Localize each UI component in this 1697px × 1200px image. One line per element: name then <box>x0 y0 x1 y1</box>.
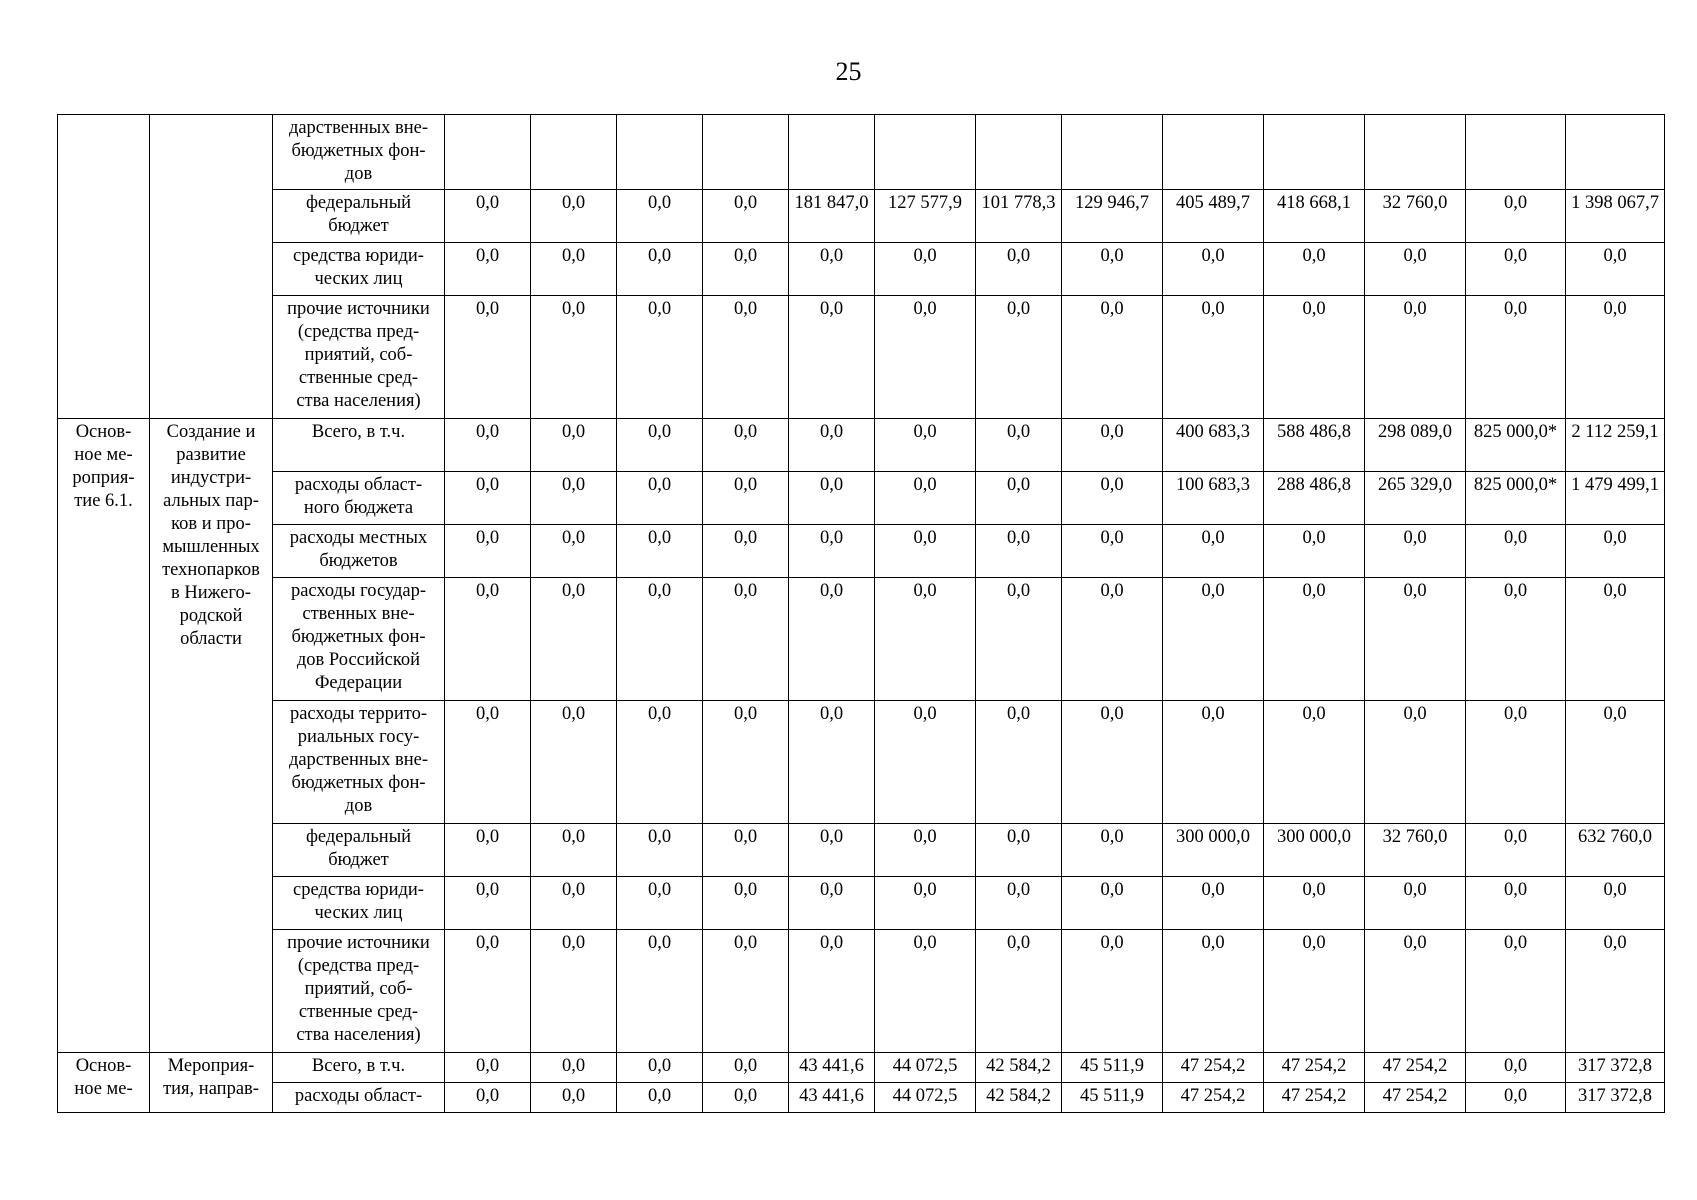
value-cell: 0,0 <box>531 296 617 419</box>
value-cell: 0,0 <box>1062 930 1163 1053</box>
value-cell: 0,0 <box>789 701 875 824</box>
value-cell: 0,0 <box>1466 243 1566 296</box>
value-cell: 0,0 <box>1566 525 1665 578</box>
table-row <box>58 1053 1665 1083</box>
source-cell: дарственных вне- бюджетных фон- дов <box>273 115 445 190</box>
value-cell: 0,0 <box>445 1053 531 1083</box>
value-cell: 0,0 <box>1466 824 1566 877</box>
value-cell <box>1566 115 1665 190</box>
value-cell: 0,0 <box>617 472 703 525</box>
value-cell: 0,0 <box>1163 701 1264 824</box>
value-cell: 0,0 <box>1062 877 1163 930</box>
value-cell: 0,0 <box>531 1053 617 1083</box>
value-cell: 0,0 <box>1062 472 1163 525</box>
value-cell: 0,0 <box>1365 296 1466 419</box>
table-row <box>58 701 1665 824</box>
value-cell: 1 398 067,7 <box>1566 190 1665 243</box>
value-cell: 0,0 <box>617 930 703 1053</box>
value-cell: 405 489,7 <box>1163 190 1264 243</box>
value-cell: 101 778,3 <box>976 190 1062 243</box>
value-cell: 317 372,8 <box>1566 1083 1665 1113</box>
value-cell: 0,0 <box>1264 701 1365 824</box>
value-cell: 181 847,0 <box>789 190 875 243</box>
value-cell: 0,0 <box>1466 930 1566 1053</box>
value-cell: 0,0 <box>789 930 875 1053</box>
value-cell: 0,0 <box>445 525 531 578</box>
value-cell: 0,0 <box>976 578 1062 701</box>
title-cell: Мероприя- тия, направ- <box>150 1053 273 1113</box>
value-cell: 0,0 <box>617 1083 703 1113</box>
table-row <box>58 1083 1665 1113</box>
source-cell: расходы област- <box>273 1083 445 1113</box>
value-cell: 0,0 <box>1062 578 1163 701</box>
value-cell: 0,0 <box>1163 243 1264 296</box>
value-cell <box>1466 115 1566 190</box>
value-cell: 42 584,2 <box>976 1083 1062 1113</box>
value-cell: 45 511,9 <box>1062 1053 1163 1083</box>
value-cell: 0,0 <box>617 296 703 419</box>
value-cell <box>789 115 875 190</box>
value-cell: 0,0 <box>789 419 875 472</box>
table-row <box>58 525 1665 578</box>
value-cell: 0,0 <box>1365 930 1466 1053</box>
value-cell: 0,0 <box>703 930 789 1053</box>
value-cell: 0,0 <box>445 190 531 243</box>
table-row <box>58 930 1665 1053</box>
value-cell: 0,0 <box>445 296 531 419</box>
value-cell: 2 112 259,1 <box>1566 419 1665 472</box>
value-cell: 0,0 <box>445 930 531 1053</box>
value-cell <box>976 115 1062 190</box>
value-cell: 0,0 <box>703 1083 789 1113</box>
value-cell: 0,0 <box>1062 525 1163 578</box>
value-cell: 0,0 <box>1466 296 1566 419</box>
value-cell: 0,0 <box>1566 701 1665 824</box>
source-cell: расходы государ- ственных вне- бюджетных фон- дов Российской Федерации <box>273 578 445 701</box>
value-cell: 0,0 <box>1163 578 1264 701</box>
value-cell: 0,0 <box>1163 296 1264 419</box>
value-cell: 47 254,2 <box>1264 1053 1365 1083</box>
value-cell: 32 760,0 <box>1365 190 1466 243</box>
value-cell: 44 072,5 <box>875 1053 976 1083</box>
value-cell: 44 072,5 <box>875 1083 976 1113</box>
value-cell: 0,0 <box>1365 578 1466 701</box>
value-cell: 127 577,9 <box>875 190 976 243</box>
value-cell: 0,0 <box>1466 578 1566 701</box>
table-row <box>58 578 1665 701</box>
value-cell: 0,0 <box>1566 877 1665 930</box>
value-cell: 0,0 <box>531 472 617 525</box>
table-row <box>58 190 1665 243</box>
value-cell: 0,0 <box>445 701 531 824</box>
value-cell: 0,0 <box>617 419 703 472</box>
value-cell: 0,0 <box>1566 930 1665 1053</box>
value-cell: 0,0 <box>976 296 1062 419</box>
value-cell: 0,0 <box>531 243 617 296</box>
value-cell: 0,0 <box>445 824 531 877</box>
table-row <box>58 877 1665 930</box>
source-cell: Всего, в т.ч. <box>273 419 445 472</box>
table-row <box>58 419 1665 472</box>
value-cell: 0,0 <box>1163 930 1264 1053</box>
value-cell: 0,0 <box>789 824 875 877</box>
value-cell: 43 441,6 <box>789 1053 875 1083</box>
value-cell: 0,0 <box>445 243 531 296</box>
source-cell: федеральный бюджет <box>273 824 445 877</box>
value-cell: 825 000,0* <box>1466 419 1566 472</box>
value-cell: 0,0 <box>703 877 789 930</box>
value-cell: 43 441,6 <box>789 1083 875 1113</box>
value-cell: 0,0 <box>1365 243 1466 296</box>
value-cell: 0,0 <box>531 578 617 701</box>
value-cell <box>1365 115 1466 190</box>
value-cell: 0,0 <box>976 472 1062 525</box>
value-cell: 265 329,0 <box>1365 472 1466 525</box>
event-cell <box>58 115 150 419</box>
value-cell: 0,0 <box>875 824 976 877</box>
budget-table <box>57 114 1665 1113</box>
table-row <box>58 472 1665 525</box>
source-cell: расходы област- ного бюджета <box>273 472 445 525</box>
value-cell: 0,0 <box>789 525 875 578</box>
value-cell: 0,0 <box>703 701 789 824</box>
value-cell: 418 668,1 <box>1264 190 1365 243</box>
title-cell <box>150 115 273 419</box>
value-cell: 0,0 <box>789 296 875 419</box>
value-cell <box>445 115 531 190</box>
value-cell: 0,0 <box>1163 525 1264 578</box>
value-cell: 0,0 <box>703 578 789 701</box>
source-cell: Всего, в т.ч. <box>273 1053 445 1083</box>
value-cell: 0,0 <box>531 1083 617 1113</box>
value-cell: 0,0 <box>1264 930 1365 1053</box>
value-cell: 0,0 <box>617 1053 703 1083</box>
value-cell: 47 254,2 <box>1163 1053 1264 1083</box>
source-cell: средства юриди- ческих лиц <box>273 877 445 930</box>
source-cell: расходы террито- риальных госу- дарственных вне- бюджетных фон- дов <box>273 701 445 824</box>
value-cell: 0,0 <box>875 930 976 1053</box>
value-cell: 825 000,0* <box>1466 472 1566 525</box>
value-cell <box>1163 115 1264 190</box>
value-cell: 0,0 <box>531 525 617 578</box>
value-cell: 0,0 <box>875 877 976 930</box>
table-row <box>58 243 1665 296</box>
value-cell: 300 000,0 <box>1264 824 1365 877</box>
value-cell: 0,0 <box>976 877 1062 930</box>
value-cell: 0,0 <box>1264 877 1365 930</box>
value-cell: 0,0 <box>703 824 789 877</box>
value-cell: 0,0 <box>1062 824 1163 877</box>
value-cell: 0,0 <box>703 243 789 296</box>
value-cell: 0,0 <box>445 1083 531 1113</box>
event-cell: Основ- ное ме- роприя- тие 6.1. <box>58 419 150 1053</box>
value-cell: 0,0 <box>1466 701 1566 824</box>
value-cell: 0,0 <box>1264 296 1365 419</box>
event-cell: Основ- ное ме- <box>58 1053 150 1113</box>
value-cell: 0,0 <box>1264 243 1365 296</box>
source-cell: средства юриди- ческих лиц <box>273 243 445 296</box>
value-cell: 0,0 <box>875 419 976 472</box>
value-cell: 0,0 <box>1466 1083 1566 1113</box>
value-cell: 0,0 <box>976 525 1062 578</box>
value-cell <box>1264 115 1365 190</box>
value-cell: 0,0 <box>617 243 703 296</box>
source-cell: прочие источники (средства пред- приятий, соб- ственные сред- ства населения) <box>273 930 445 1053</box>
value-cell <box>1062 115 1163 190</box>
value-cell: 0,0 <box>703 190 789 243</box>
value-cell: 298 089,0 <box>1365 419 1466 472</box>
value-cell: 42 584,2 <box>976 1053 1062 1083</box>
value-cell: 0,0 <box>531 190 617 243</box>
value-cell <box>617 115 703 190</box>
table-body <box>58 115 1665 1113</box>
value-cell: 0,0 <box>875 578 976 701</box>
value-cell: 47 254,2 <box>1365 1083 1466 1113</box>
value-cell: 0,0 <box>976 701 1062 824</box>
value-cell: 0,0 <box>875 243 976 296</box>
value-cell: 0,0 <box>1264 578 1365 701</box>
value-cell: 0,0 <box>1365 877 1466 930</box>
value-cell: 0,0 <box>617 824 703 877</box>
value-cell: 0,0 <box>1365 701 1466 824</box>
table-row <box>58 296 1665 419</box>
value-cell: 0,0 <box>531 877 617 930</box>
value-cell: 0,0 <box>1264 525 1365 578</box>
value-cell: 0,0 <box>1365 525 1466 578</box>
value-cell: 0,0 <box>531 419 617 472</box>
value-cell: 100 683,3 <box>1163 472 1264 525</box>
value-cell: 0,0 <box>1466 877 1566 930</box>
value-cell: 632 760,0 <box>1566 824 1665 877</box>
value-cell: 300 000,0 <box>1163 824 1264 877</box>
value-cell: 0,0 <box>1062 419 1163 472</box>
value-cell: 0,0 <box>703 1053 789 1083</box>
value-cell: 0,0 <box>1466 1053 1566 1083</box>
value-cell: 0,0 <box>1062 243 1163 296</box>
value-cell: 0,0 <box>1062 296 1163 419</box>
value-cell: 0,0 <box>875 525 976 578</box>
value-cell: 0,0 <box>976 243 1062 296</box>
value-cell: 47 254,2 <box>1163 1083 1264 1113</box>
value-cell: 0,0 <box>531 824 617 877</box>
value-cell: 0,0 <box>617 701 703 824</box>
value-cell: 0,0 <box>703 419 789 472</box>
value-cell: 45 511,9 <box>1062 1083 1163 1113</box>
value-cell: 0,0 <box>1466 525 1566 578</box>
value-cell: 0,0 <box>1062 701 1163 824</box>
value-cell: 0,0 <box>445 578 531 701</box>
value-cell: 588 486,8 <box>1264 419 1365 472</box>
value-cell: 0,0 <box>617 525 703 578</box>
value-cell: 0,0 <box>875 472 976 525</box>
value-cell: 0,0 <box>531 701 617 824</box>
page-number: 25 <box>835 57 862 86</box>
value-cell: 0,0 <box>875 701 976 824</box>
value-cell: 0,0 <box>976 824 1062 877</box>
value-cell: 0,0 <box>445 419 531 472</box>
value-cell: 0,0 <box>1466 190 1566 243</box>
value-cell <box>875 115 976 190</box>
value-cell: 0,0 <box>617 877 703 930</box>
table-row <box>58 115 1665 190</box>
value-cell: 0,0 <box>789 472 875 525</box>
value-cell: 0,0 <box>1163 877 1264 930</box>
value-cell: 32 760,0 <box>1365 824 1466 877</box>
value-cell: 1 479 499,1 <box>1566 472 1665 525</box>
value-cell: 0,0 <box>976 930 1062 1053</box>
value-cell: 0,0 <box>617 578 703 701</box>
value-cell: 0,0 <box>976 419 1062 472</box>
value-cell: 0,0 <box>445 877 531 930</box>
value-cell: 400 683,3 <box>1163 419 1264 472</box>
value-cell: 0,0 <box>1566 578 1665 701</box>
value-cell: 47 254,2 <box>1264 1083 1365 1113</box>
value-cell: 0,0 <box>617 190 703 243</box>
source-cell: федеральный бюджет <box>273 190 445 243</box>
value-cell: 0,0 <box>703 296 789 419</box>
value-cell: 0,0 <box>703 525 789 578</box>
value-cell: 47 254,2 <box>1365 1053 1466 1083</box>
value-cell: 0,0 <box>703 472 789 525</box>
value-cell: 0,0 <box>531 930 617 1053</box>
value-cell <box>703 115 789 190</box>
table-row <box>58 824 1665 877</box>
value-cell: 0,0 <box>789 243 875 296</box>
value-cell: 0,0 <box>789 877 875 930</box>
value-cell: 0,0 <box>445 472 531 525</box>
value-cell: 288 486,8 <box>1264 472 1365 525</box>
value-cell <box>531 115 617 190</box>
value-cell: 317 372,8 <box>1566 1053 1665 1083</box>
value-cell: 0,0 <box>875 296 976 419</box>
title-cell: Создание и развитие индустри- альных пар- ков и про- мышленных технопарков в Нижего- родской области <box>150 419 273 1053</box>
source-cell: прочие источники (средства пред- приятий, соб- ственные сред- ства населения) <box>273 296 445 419</box>
value-cell: 129 946,7 <box>1062 190 1163 243</box>
value-cell: 0,0 <box>789 578 875 701</box>
value-cell: 0,0 <box>1566 243 1665 296</box>
value-cell: 0,0 <box>1566 296 1665 419</box>
source-cell: расходы местных бюджетов <box>273 525 445 578</box>
